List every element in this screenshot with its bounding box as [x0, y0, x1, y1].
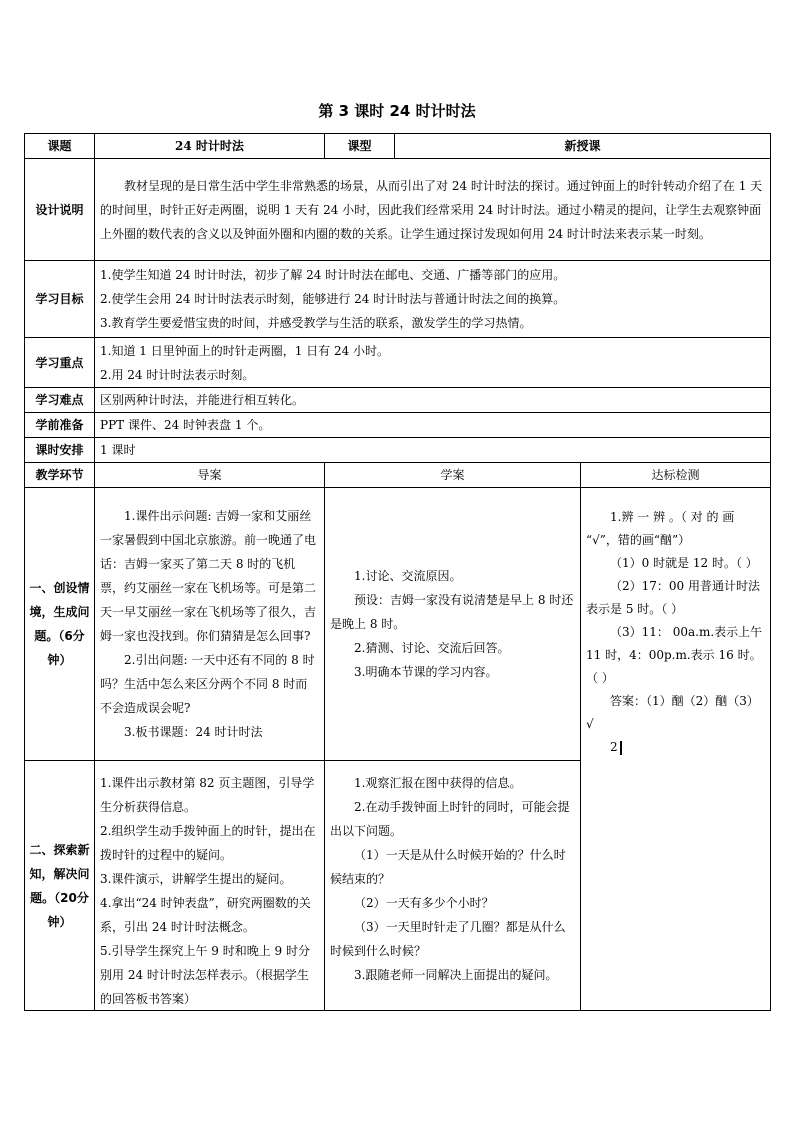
check-item: （2）17：00 用普通计时法表示是 5 时。（ ） [586, 579, 760, 616]
header-row [25, 134, 771, 159]
section2-guide-item: 5.引导学生探究上午 9 时和晚上 9 时分别用 24 时计时法怎样表示。（根据学生的回答板书答案） [100, 944, 310, 1006]
section2-study-item: （2）一天有多少个小时？ [354, 896, 494, 910]
type-value: 新授课 [395, 134, 771, 159]
check-item: （3）11： 00a.m.表示上午 11 时，4：00p.m.表示 16 时。（ ） [586, 625, 763, 685]
difficulty-text: 区别两种计时法，并能进行相互转化。 [95, 388, 771, 413]
section1-study-item: 3.明确本节课的学习内容。 [354, 665, 498, 679]
goals-row [25, 261, 771, 338]
section1-guide-cell [95, 488, 325, 761]
schedule-text: 1 课时 [95, 438, 771, 463]
check-item-2: 2 [610, 740, 618, 754]
schedule-row [25, 438, 771, 463]
preparation-label: 学前准备 [25, 413, 95, 438]
check-item: （1）0 时就是 12 时。（ ） [610, 556, 758, 570]
goals-cell [95, 261, 771, 338]
section1-guide-item: 1.课件出示问题: 吉姆一家和艾丽丝一家暑假到中国北京旅游。前一晚通了电话：吉姆一家买了第二天 8 时的飞机票，约艾丽丝一家在飞机场等。可是第二天一早艾丽丝一家在飞机场等了很久，吉姆一家也没找到。你们猜猜是怎么回事? [100, 509, 317, 643]
check-cell [581, 488, 771, 1011]
column-header-row [25, 463, 771, 488]
goals-label: 学习目标 [25, 261, 95, 338]
section1-guide-item: 2.引出问题: 一天中还有不同的 8 时吗？生活中怎么来区分两个不同 8 时而不会造成误会呢? [100, 653, 315, 715]
goal-item: 2.使学生会用 24 时计时法表示时刻，能够进行 24 时计时法与普通计时法之间的换算。 [100, 292, 566, 306]
section2-study-item: （3）一天里时针走了几圈？都是从什么时候到什么时候？ [330, 920, 566, 958]
goal-item: 1.使学生知道 24 时计时法，初步了解 24 时计时法在邮电、交通、广播等部门的应用。 [100, 268, 566, 282]
section2-study-item: 2.在动手拨钟面上时针的同时，可能会提出以下问题。 [330, 800, 570, 838]
section2-guide-item: 2.组织学生动手拨钟面上的时针，提出在拨时针的过程中的疑问。 [100, 824, 316, 862]
section1-row [25, 488, 771, 761]
section1-study-item: 2.猜测、讨论、交流后回答。 [354, 641, 510, 655]
difficulty-row [25, 388, 771, 413]
design-text-cell [95, 159, 771, 261]
section2-guide-item: 3.课件演示，讲解学生提出的疑问。 [100, 872, 292, 886]
section1-study-item: 预设：吉姆一家没有说清楚是早上 8 时还是晚上 8 时。 [330, 593, 574, 631]
page-title: 第 3 课时 24 时计时法 [318, 102, 476, 120]
schedule-label: 课时安排 [25, 438, 95, 463]
preparation-text: PPT 课件、24 时钟表盘 1 个。 [95, 413, 771, 438]
key-points-row [25, 338, 771, 388]
section2-guide-item: 1.课件出示教材第 82 页主题图，引导学生分析获得信息。 [100, 776, 315, 814]
key-points-label: 学习重点 [25, 338, 95, 388]
design-text: 教材呈现的是日常生活中学生非常熟悉的场景，从而引出了对 24 时计时法的探讨。通过钟面上的时针转动介绍了在 1 天的时间里，时针正好走两圈，说明 1 天有 24 小时，因此我们经常采用 24 时计时法。通过小精灵的提问，让学生去观察钟面上外圈的数代表的含义以及钟面外圈和内圈的数的关系。让学生通过探讨发现如何用 24 时计时法来表示某一时刻。 [100, 178, 763, 241]
section2-study-item: 3.跟随老师一同解决上面提出的疑问。 [354, 968, 558, 982]
check-item-next [586, 736, 765, 759]
lesson-value: 24 时计时法 [95, 134, 325, 159]
lesson-plan-table [24, 133, 771, 1011]
check-answer: 答案：（1）酗（2）酗（3）√ [586, 694, 759, 731]
goal-item: 3.教育学生要爱惜宝贵的时间，并感受教学与生活的联系，激发学生的学习热情。 [100, 316, 532, 330]
section2-label: 二、探索新知，解决问题。（20分钟） [25, 761, 95, 1011]
design-row [25, 159, 771, 261]
difficulty-label: 学习难点 [25, 388, 95, 413]
section2-guide-cell [95, 761, 325, 1011]
section1-guide-item: 3.板书课题：24 时计时法 [124, 725, 263, 739]
column-check: 达标检测 [581, 463, 771, 488]
check-item: 1.辨 一 辨 。（ 对 的 画 “√”，错的画“酗”） [586, 510, 735, 547]
section2-study-cell [325, 761, 581, 1011]
preparation-row [25, 413, 771, 438]
lesson-label: 课题 [25, 134, 95, 159]
section1-label: 一、创设情境，生成问题。（6分钟） [25, 488, 95, 761]
section2-study-item: （1）一天是从什么时候开始的？什么时候结束的？ [330, 848, 566, 886]
column-study: 学案 [325, 463, 581, 488]
text-cursor [620, 741, 622, 755]
design-label: 设计说明 [25, 159, 95, 261]
key-points-cell [95, 338, 771, 388]
type-label: 课型 [325, 134, 395, 159]
column-stage: 教学环节 [25, 463, 95, 488]
section2-guide-item: 4.拿出“24 时钟表盘”，研究两圈数的关系，引出 24 时计时法概念。 [100, 896, 311, 934]
key-point-item: 1.知道 1 日里钟面上的时针走两圈，1 日有 24 小时。 [100, 343, 390, 358]
section2-study-item: 1.观察汇报在图中获得的信息。 [354, 776, 522, 790]
column-guide: 导案 [95, 463, 325, 488]
section1-study-cell [325, 488, 581, 761]
section1-study-item: 1.讨论、交流原因。 [354, 569, 462, 583]
key-point-item: 2.用 24 时计时法表示时刻。 [100, 367, 255, 382]
